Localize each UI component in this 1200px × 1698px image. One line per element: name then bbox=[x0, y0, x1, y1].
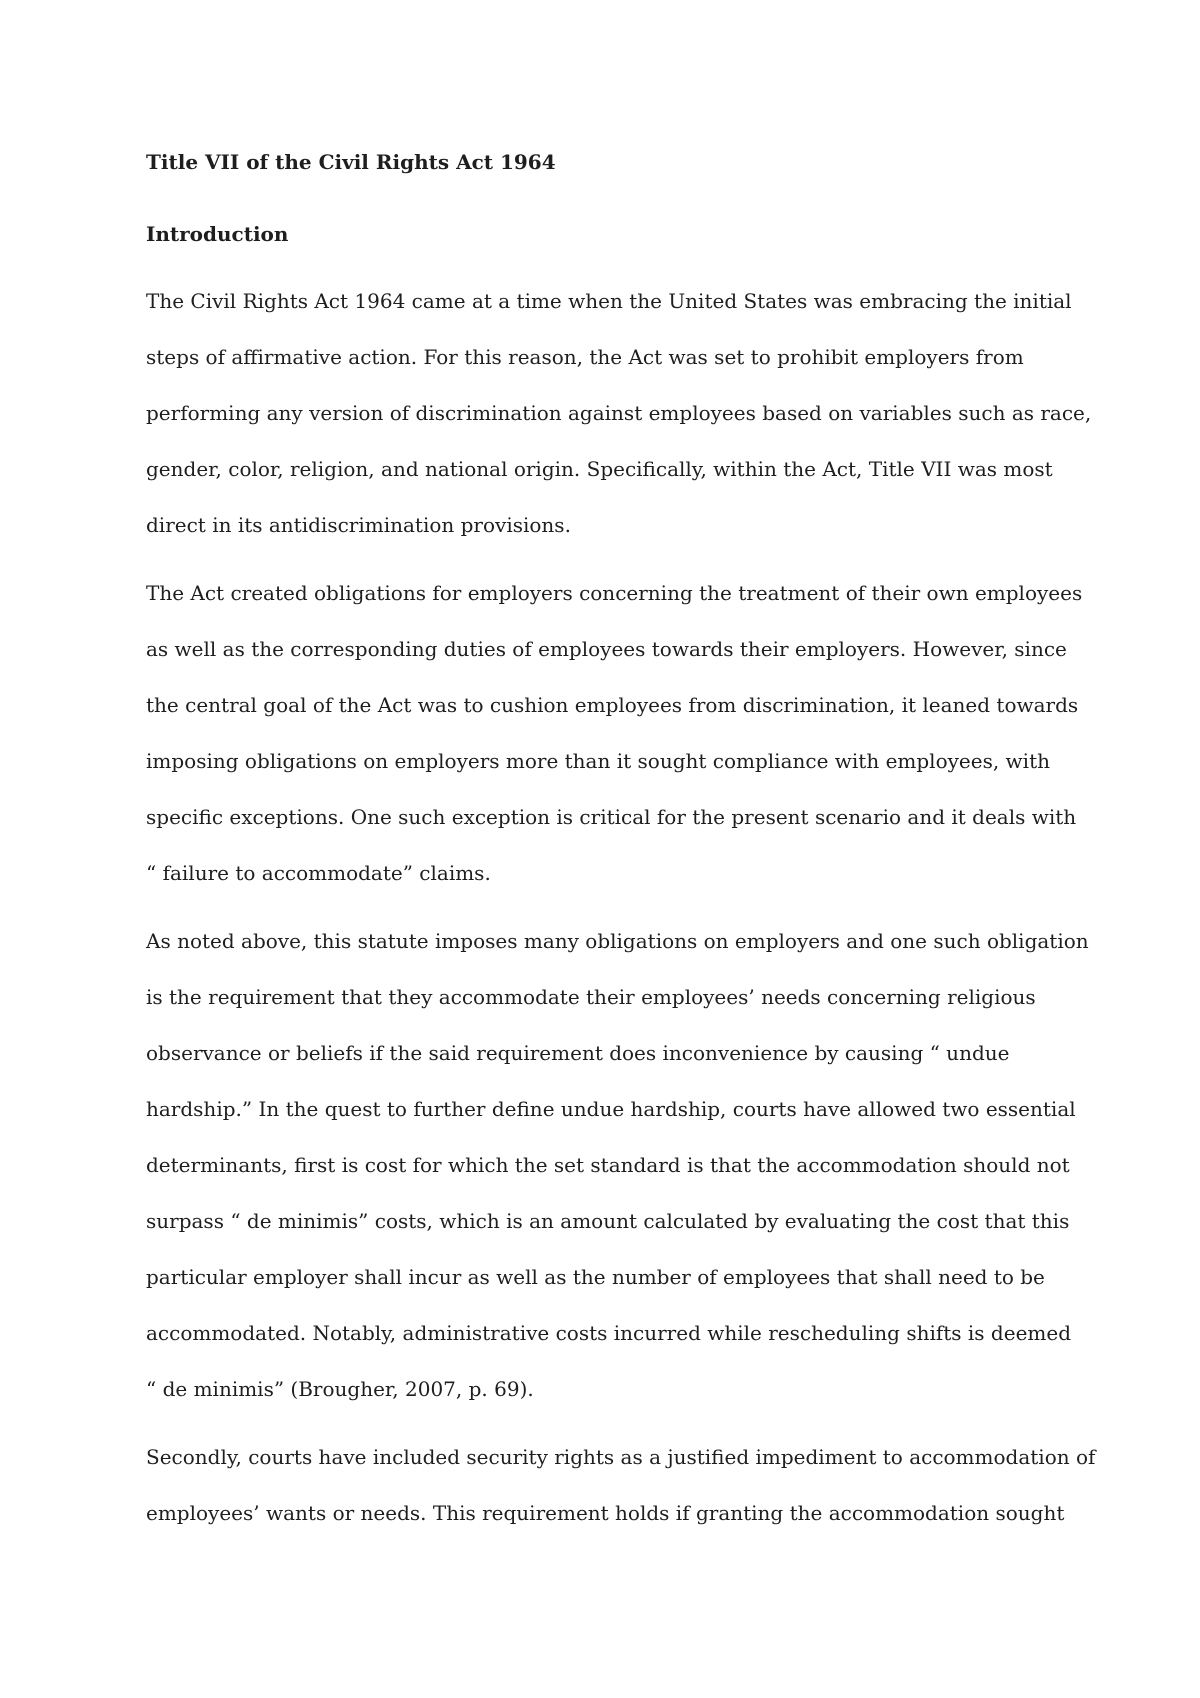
paragraph-line: “ failure to accommodate” claims. bbox=[146, 861, 491, 885]
paragraph-line: gender, color, religion, and national origin. Specifically, within the Act, Title VII was most bbox=[146, 457, 1053, 481]
paragraph-line: as well as the corresponding duties of employees towards their employers. However, since bbox=[146, 637, 1067, 661]
paragraph-line: As noted above, this statute imposes many obligations on employers and one such obligation bbox=[146, 929, 1089, 953]
paragraph-line: The Act created obligations for employers concerning the treatment of their own employees bbox=[146, 581, 1083, 605]
paragraph-line: accommodated. Notably, administrative costs incurred while rescheduling shifts is deemed bbox=[146, 1321, 1072, 1345]
paragraph-line: Secondly, courts have included security rights as a justified impediment to accommodation of bbox=[146, 1445, 1096, 1469]
paragraph-line: particular employer shall incur as well as the number of employees that shall need to be bbox=[146, 1265, 1045, 1289]
paragraph-line: steps of affirmative action. For this reason, the Act was set to prohibit employers from bbox=[146, 345, 1024, 369]
paragraph-1 bbox=[146, 273, 1092, 553]
paragraph-line: direct in its antidiscrimination provisions. bbox=[146, 513, 571, 537]
paragraph-4 bbox=[146, 1429, 1096, 1541]
paragraph-3 bbox=[146, 913, 1089, 1417]
paragraph-2 bbox=[146, 565, 1083, 901]
paragraph-line: specific exceptions. One such exception is critical for the present scenario and it deals with bbox=[146, 805, 1077, 829]
paragraph-line: observance or beliefs if the said requirement does inconvenience by causing “ undue bbox=[146, 1041, 1010, 1065]
paragraph-line: the central goal of the Act was to cushion employees from discrimination, it leaned towards bbox=[146, 693, 1079, 717]
paragraph-line: performing any version of discrimination against employees based on variables such as race, bbox=[146, 401, 1092, 425]
paragraph-line: determinants, first is cost for which the set standard is that the accommodation should not bbox=[146, 1153, 1070, 1177]
paragraph-line: employees’ wants or needs. This requirement holds if granting the accommodation sought bbox=[146, 1501, 1065, 1525]
section-heading: Introduction bbox=[146, 222, 289, 246]
paragraph-line: hardship.” In the quest to further define undue hardship, courts have allowed two essential bbox=[146, 1097, 1076, 1121]
paragraph-line: “ de minimis” (Brougher, 2007, p. 69). bbox=[146, 1377, 534, 1401]
paragraph-line: is the requirement that they accommodate their employees’ needs concerning religious bbox=[146, 985, 1036, 1009]
paragraph-line: imposing obligations on employers more than it sought compliance with employees, with bbox=[146, 749, 1050, 773]
document-title: Title VII of the Civil Rights Act 1964 bbox=[146, 150, 556, 174]
text-column bbox=[146, 144, 1096, 1553]
paragraph-line: surpass “ de minimis” costs, which is an amount calculated by evaluating the cost that this bbox=[146, 1209, 1070, 1233]
paragraph-line: The Civil Rights Act 1964 came at a time when the United States was embracing the initial bbox=[146, 289, 1072, 313]
